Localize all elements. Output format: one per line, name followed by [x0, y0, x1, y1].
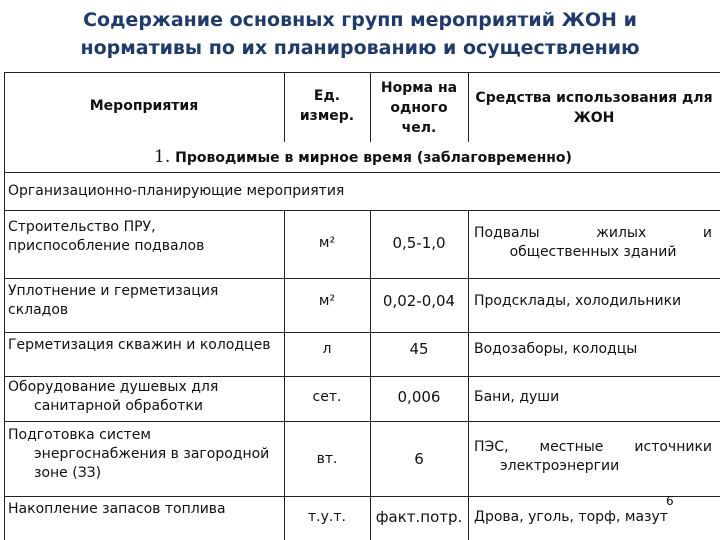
row-3-measure: Герметизация скважин и колодцев [8, 337, 271, 353]
row-1-unit: м² [318, 235, 336, 251]
table-row-1-unit [284, 234, 370, 253]
header-unit-line-1: Ед. [313, 88, 341, 104]
row-4-unit: сет. [312, 389, 342, 405]
section-text: Проводимые в мирное время (заблаговременно) [175, 150, 572, 166]
header-means-line-1: Средства использования для [475, 90, 713, 106]
row-5-measure-line-3: зоне (ЗЗ) [34, 465, 102, 481]
table-row-2-norm [370, 292, 468, 311]
row-6-means: Дрова, уголь, торф, мазут [474, 509, 668, 525]
row-4-measure-line-1: Оборудование душевых для [8, 379, 219, 395]
row-6-norm: факт.потр. [375, 508, 463, 526]
table-row-3-unit [284, 340, 370, 359]
table-row-5-unit [284, 450, 370, 469]
header-unit [284, 86, 370, 126]
row-6-unit: т.у.т. [308, 509, 346, 525]
section-heading [154, 148, 572, 168]
row-4-means: Бани, души [474, 389, 560, 405]
table-row-4-means [474, 388, 718, 407]
header-unit-line-2: измер. [299, 108, 355, 124]
row-divider [4, 376, 720, 377]
table-row-4-unit [284, 388, 370, 407]
table-row-4-measure [8, 378, 280, 416]
subsection-label [8, 182, 344, 201]
table-row-6-measure [8, 500, 280, 519]
table-row-6-norm [370, 508, 468, 527]
table-row-1-measure [8, 218, 280, 256]
table-row-6-unit [284, 508, 370, 527]
row-5-measure-line-2: энергоснабжения в загородной [34, 446, 270, 462]
section-number: 1. [154, 147, 171, 167]
header-norm [370, 78, 468, 138]
header-means [468, 88, 720, 128]
title-line-2: нормативы по их планированию и осуществлению [80, 37, 640, 59]
page-number-value: 6 [666, 494, 674, 508]
row-2-norm: 0,02-0,04 [382, 292, 456, 310]
row-2-measure-line-2: складов [8, 302, 69, 318]
row-3-unit: л [322, 341, 332, 357]
table-border-top [4, 72, 720, 73]
row-1-measure-line-1: Строительство ПРУ, [8, 219, 156, 235]
table-row-5-norm [370, 450, 468, 469]
table-row-5-means [474, 438, 712, 476]
row-5-means-line-1: ПЭС, местные источники [474, 439, 712, 455]
row-5-unit: вт. [316, 451, 338, 467]
page-number [666, 494, 674, 508]
row-3-norm: 45 [409, 340, 429, 358]
row-5-means-line-2: электроэнергии [500, 458, 620, 474]
row-2-unit: м² [318, 293, 336, 309]
table-row-3-means [474, 340, 718, 359]
table-row-6-means [474, 508, 718, 527]
table-row-5-measure [8, 426, 280, 483]
table-row-3-norm [370, 340, 468, 359]
header-divider [4, 172, 720, 173]
row-3-means: Водозаборы, колодцы [474, 341, 638, 357]
table-row-1-norm [370, 234, 468, 253]
column-divider [468, 210, 469, 540]
row-1-norm: 0,5-1,0 [392, 234, 446, 252]
header-norm-line-3: чел. [401, 120, 437, 136]
row-2-means: Продсклады, холодильники [474, 293, 682, 309]
row-4-norm: 0,006 [397, 388, 441, 406]
row-5-measure-line-1: Подготовка систем [8, 427, 151, 443]
title-line-1: Содержание основных групп мероприятий ЖОН и [83, 9, 637, 31]
header-measures [4, 96, 284, 116]
table-row-2-measure [8, 282, 280, 320]
table-border-left [4, 72, 5, 540]
subsection-text: Организационно-планирующие мероприятия [8, 183, 345, 199]
header-means-line-2: ЖОН [573, 110, 615, 126]
row-2-measure-line-1: Уплотнение и герметизация [8, 283, 219, 299]
page-title [60, 6, 660, 62]
table-row-1-means [474, 224, 712, 262]
header-norm-line-1: Норма на [380, 80, 458, 96]
row-1-measure-line-2: приспособление подвалов [8, 238, 205, 254]
row-6-measure: Накопление запасов топлива [8, 501, 226, 517]
table-row-2-unit [284, 292, 370, 311]
header-measures-label: Мероприятия [89, 98, 199, 114]
table-row-4-norm [370, 388, 468, 407]
row-divider [4, 496, 720, 497]
table-row-2-means [474, 292, 718, 311]
row-divider [4, 421, 720, 422]
table-row-3-measure [8, 336, 280, 355]
header-norm-line-2: одного [390, 100, 448, 116]
column-divider [284, 210, 285, 540]
row-divider [4, 210, 720, 211]
row-4-measure-line-2: санитарной обработки [34, 398, 203, 414]
measures-table [4, 72, 720, 540]
row-divider [4, 332, 720, 333]
column-divider [370, 210, 371, 540]
row-divider [4, 278, 720, 279]
row-5-norm: 6 [414, 450, 424, 468]
row-1-means-line-1: Подвалы жилых и [474, 225, 712, 241]
row-1-means-line-2: общественных зданий [509, 244, 677, 260]
